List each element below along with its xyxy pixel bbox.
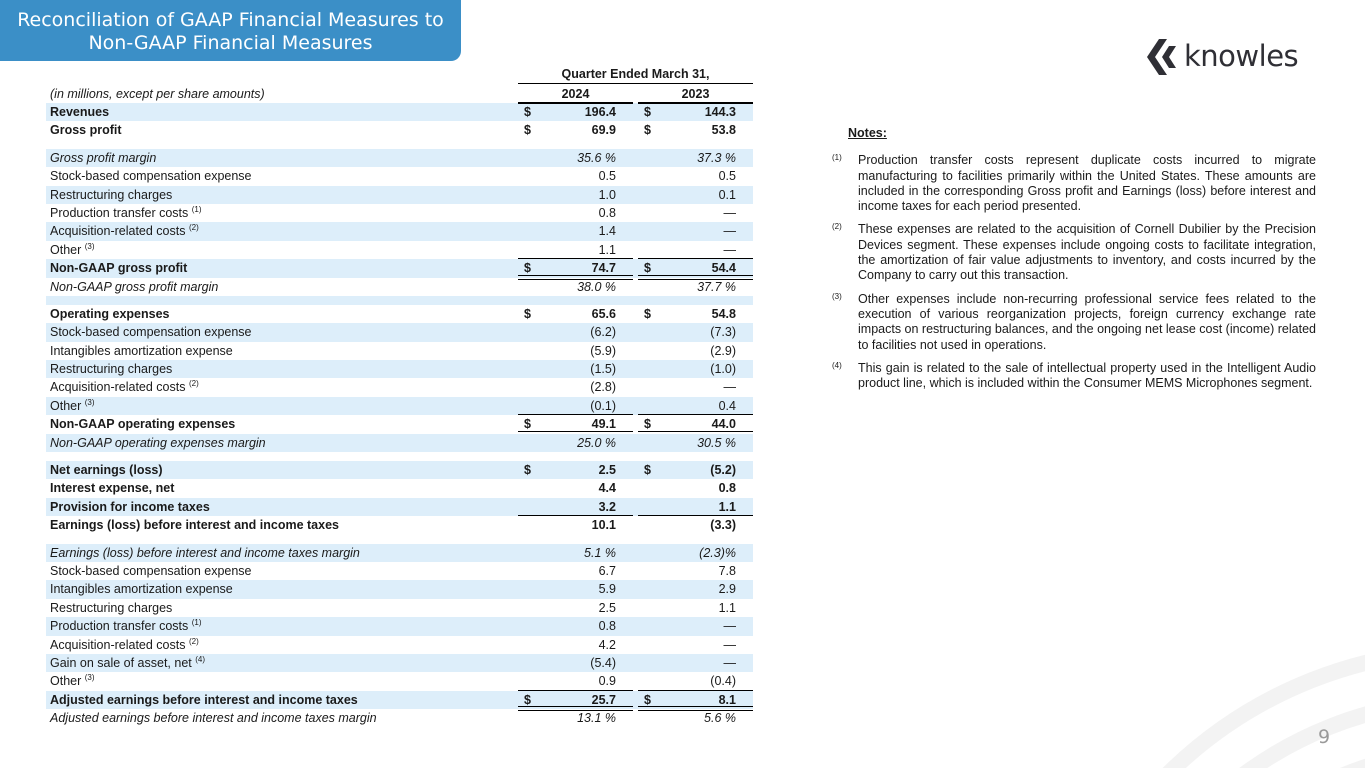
row-label: Operating expenses: [50, 306, 170, 321]
value-2023: —: [723, 242, 736, 257]
table-row: [46, 599, 753, 617]
table-row: [46, 103, 753, 121]
value-2024: 35.6 %: [577, 150, 616, 165]
rule: [518, 103, 633, 104]
row-label: Restructuring charges: [50, 362, 173, 377]
year-2023-header: 2023: [681, 87, 710, 101]
page-title: [0, 0, 461, 61]
table-row: [46, 259, 753, 277]
row-label: Non-GAAP operating expenses: [50, 417, 236, 432]
note-number: (1): [832, 153, 842, 163]
value-2024: 69.9: [591, 123, 616, 138]
rule: [638, 103, 753, 104]
value-2023: —: [723, 619, 736, 634]
value-2023: 0.1: [718, 187, 736, 202]
row-label: Production transfer costs $^{(1)}$: [50, 204, 202, 220]
currency-symbol: $: [644, 692, 651, 707]
row-label: Earnings (loss) before interest and income taxes: [50, 518, 339, 533]
value-2024: 49.1: [591, 417, 616, 432]
currency-symbol: $: [524, 417, 531, 432]
notes-heading: Notes:: [848, 126, 887, 140]
row-label: Acquisition-related costs $^{(2)}$: [50, 636, 199, 652]
value-2024: 3.2: [598, 499, 616, 514]
table-row: [46, 140, 753, 149]
value-2024: (2.8): [590, 380, 616, 395]
value-2023: 54.8: [711, 306, 736, 321]
value-2024: 10.1: [591, 518, 616, 533]
table-row: [46, 672, 753, 690]
value-2024: 13.1 %: [577, 711, 616, 726]
value-2023: 54.4: [711, 261, 736, 276]
table-row: [46, 278, 753, 296]
value-2023: 1.1: [718, 600, 736, 615]
currency-symbol: $: [524, 261, 531, 276]
row-label: Other $^{(3)}$: [50, 673, 95, 689]
currency-symbol: $: [524, 692, 531, 707]
currency-symbol: $: [524, 123, 531, 138]
period-header-row: [46, 67, 753, 84]
value-2024: (1.5): [590, 362, 616, 377]
table-row: [46, 479, 753, 497]
row-label: Intangibles amortization expense: [50, 343, 233, 358]
table-row: [46, 360, 753, 378]
units-label: (in millions, except per share amounts): [50, 87, 265, 101]
row-label: Gross profit: [50, 123, 122, 138]
table-row: [46, 498, 753, 516]
currency-symbol: $: [524, 463, 531, 478]
row-label: Gain on sale of asset, net $^{(4)}$: [50, 654, 206, 670]
row-label: Earnings (loss) before interest and income taxes margin: [50, 545, 360, 560]
value-2024: (6.2): [590, 325, 616, 340]
value-2023: (0.4): [710, 674, 736, 689]
knowles-chevron-icon: [1146, 39, 1182, 75]
value-2024: 1.4: [598, 224, 616, 239]
note-number: (4): [832, 360, 842, 370]
value-2023: 7.8: [718, 563, 736, 578]
table-row: [46, 580, 753, 598]
table-row: [46, 305, 753, 323]
value-2023: —: [723, 655, 736, 670]
page-title-line1: Reconciliation of GAAP Financial Measures to: [17, 9, 444, 31]
table-row: [46, 323, 753, 341]
note-text: This gain is related to the sale of intellectual property used in the Intelligent Audio product line, which is included within the Consumer MEMS Microphones segment.: [858, 360, 1316, 391]
row-label: Adjusted earnings before interest and income taxes: [50, 692, 358, 707]
row-label: Gross profit margin: [50, 150, 157, 165]
table-row: [46, 636, 753, 654]
table-row: [46, 654, 753, 672]
row-label: Other $^{(3)}$: [50, 397, 95, 413]
value-2023: (7.3): [710, 325, 736, 340]
table-row: [46, 397, 753, 415]
row-label: Intangibles amortization expense: [50, 582, 233, 597]
row-label: Production transfer costs $^{(1)}$: [50, 618, 202, 634]
footnote-ref: (1): [191, 204, 202, 214]
table-row: [46, 149, 753, 167]
row-label: Acquisition-related costs $^{(2)}$: [50, 223, 199, 239]
currency-symbol: $: [644, 123, 651, 138]
reconciliation-table: [46, 67, 753, 728]
footnote-ref: (2): [188, 636, 199, 646]
value-2023: 53.8: [711, 123, 736, 138]
currency-symbol: $: [644, 105, 651, 119]
note-text: Other expenses include non-recurring professional service fees related to the execution of various reorganization projects, foreign currency exchange rate impacts on restructuring balances, and the ongoing net lease cost (income) related to facilities not used in operations.: [858, 291, 1316, 352]
table-row: [46, 617, 753, 635]
page-title-line2: Non-GAAP Financial Measures: [88, 32, 373, 54]
value-2023: 1.1: [718, 499, 736, 514]
table-row: [46, 241, 753, 259]
value-2023: (1.0): [710, 362, 736, 377]
currency-symbol: $: [524, 105, 531, 119]
table-row: [46, 378, 753, 396]
period-header: Quarter Ended March 31,: [561, 67, 710, 81]
value-2023: 0.5: [718, 169, 736, 184]
value-2024: 25.0 %: [577, 435, 616, 450]
value-2024: 0.9: [598, 674, 616, 689]
value-2023: (2.9): [710, 343, 736, 358]
table-row: [46, 691, 753, 709]
row-label: Adjusted earnings before interest and income taxes margin: [50, 711, 377, 726]
value-2024: 0.5: [598, 169, 616, 184]
value-2024: (0.1): [590, 398, 616, 413]
note-item: [818, 361, 1316, 392]
note-number: (2): [832, 222, 842, 232]
page-number: 9: [1318, 726, 1331, 748]
row-label: Non-GAAP operating expenses margin: [50, 435, 266, 450]
knowles-logo-text: knowles: [1184, 39, 1299, 73]
row-label: Non-GAAP gross profit margin: [50, 279, 219, 294]
footnote-ref: (4): [195, 654, 206, 664]
currency-symbol: $: [644, 417, 651, 432]
value-2024: 74.7: [591, 261, 616, 276]
row-label: Other $^{(3)}$: [50, 241, 95, 257]
row-label: Acquisition-related costs $^{(2)}$: [50, 379, 199, 395]
knowles-logo: [1146, 38, 1316, 78]
footnote-ref: (2): [188, 223, 199, 233]
value-2023: 144.3: [704, 105, 736, 119]
value-2024: 65.6: [591, 306, 616, 321]
table-body: [46, 103, 753, 728]
currency-symbol: $: [524, 306, 531, 321]
footnote-ref: (3): [84, 673, 95, 683]
row-label: Provision for income taxes: [50, 499, 210, 514]
value-2024: 5.9: [598, 582, 616, 597]
note-item: [818, 153, 1316, 214]
table-row: [46, 709, 753, 727]
note-item: [818, 292, 1316, 353]
value-2024: 4.2: [598, 637, 616, 652]
year-header-row: [46, 84, 753, 103]
value-2024: 196.4: [584, 105, 616, 119]
value-2023: 2.9: [718, 582, 736, 597]
value-2023: 8.1: [718, 692, 736, 707]
row-label: Restructuring charges: [50, 600, 173, 615]
table-row: [46, 121, 753, 139]
table-row: [46, 342, 753, 360]
value-2023: (3.3): [710, 518, 736, 533]
footnote-ref: (1): [191, 618, 202, 628]
table-row: [46, 296, 753, 305]
row-label: Interest expense, net: [50, 481, 175, 496]
value-2024: 4.4: [598, 481, 616, 496]
row-label: Stock-based compensation expense: [50, 169, 252, 184]
value-2024: 6.7: [598, 563, 616, 578]
value-2023: (5.2): [710, 463, 736, 478]
row-label: Revenues: [50, 105, 110, 119]
footnote-ref: (3): [84, 241, 95, 251]
value-2024: 5.1 %: [584, 545, 616, 560]
value-2024: 1.1: [598, 242, 616, 257]
year-2024-header: 2024: [561, 87, 590, 101]
currency-symbol: $: [644, 261, 651, 276]
table-row: [46, 434, 753, 452]
table-row: [46, 461, 753, 479]
row-label: Non-GAAP gross profit: [50, 261, 188, 276]
footnote-ref: (2): [188, 379, 199, 389]
note-text: These expenses are related to the acquisition of Cornell Dubilier by the Precision Devices segment. These expenses include ongoing costs to facilitate integration, the amortization of fair value adjustments to inventory, and costs incurred by the Company to carry out this transaction.: [858, 222, 1316, 283]
table-row: [46, 222, 753, 240]
value-2024: (5.9): [590, 343, 616, 358]
note-text: Production transfer costs represent duplicate costs incurred to migrate manufacturing to facilities primarily within the United States. These amounts are included in the corresponding Gross profit and Earnings (loss) before interest and income taxes for each period presented.: [858, 153, 1316, 214]
value-2023: 37.7 %: [697, 279, 736, 294]
value-2024: 25.7: [591, 692, 616, 707]
value-2024: (5.4): [590, 655, 616, 670]
value-2024: 2.5: [598, 600, 616, 615]
value-2023: 0.4: [718, 398, 736, 413]
currency-symbol: $: [644, 463, 651, 478]
value-2023: 5.6 %: [704, 711, 736, 726]
value-2024: 2.5: [598, 463, 616, 478]
table-row: [46, 535, 753, 544]
table-row: [46, 167, 753, 185]
value-2024: 0.8: [598, 619, 616, 634]
note-item: [818, 222, 1316, 283]
row-label: Net earnings (loss): [50, 463, 163, 478]
notes-section: [818, 126, 1316, 399]
row-label: Restructuring charges: [50, 187, 173, 202]
notes-list: [818, 153, 1316, 391]
table-row: [46, 452, 753, 461]
currency-symbol: $: [644, 306, 651, 321]
table-row: [46, 204, 753, 222]
table-row: [46, 415, 753, 433]
value-2023: 44.0: [711, 417, 736, 432]
value-2023: —: [723, 224, 736, 239]
footnote-ref: (3): [84, 397, 95, 407]
value-2023: (2.3)%: [699, 545, 736, 560]
table-row: [46, 186, 753, 204]
table-row: [46, 562, 753, 580]
row-label: Stock-based compensation expense: [50, 325, 252, 340]
value-2024: 1.0: [598, 187, 616, 202]
value-2023: 30.5 %: [697, 435, 736, 450]
value-2023: —: [723, 205, 736, 220]
table-row: [46, 544, 753, 562]
table-row: [46, 516, 753, 534]
value-2023: —: [723, 380, 736, 395]
value-2023: 37.3 %: [697, 150, 736, 165]
note-number: (3): [832, 291, 842, 301]
value-2024: 0.8: [598, 205, 616, 220]
value-2023: —: [723, 637, 736, 652]
row-label: Stock-based compensation expense: [50, 563, 252, 578]
value-2024: 38.0 %: [577, 279, 616, 294]
value-2023: 0.8: [718, 481, 736, 496]
